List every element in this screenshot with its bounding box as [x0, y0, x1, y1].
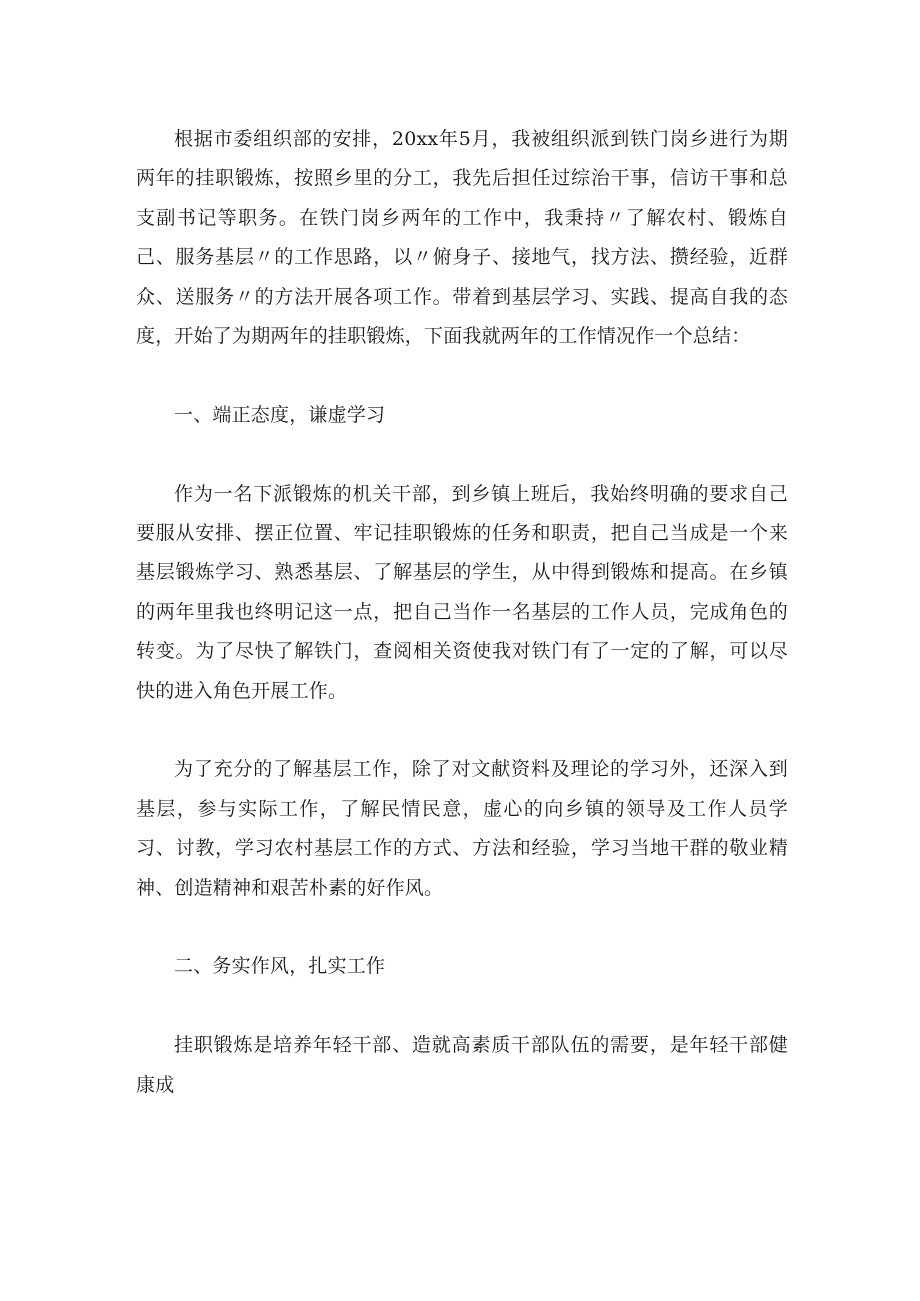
- document-body: [136, 120, 788, 1105]
- paragraph-gap: [136, 356, 788, 395]
- paragraph-gap: [136, 987, 788, 1026]
- paragraph-learning: 为了充分的了解基层工作，除了对文献资料及理论的学习外，还深入到基层，参与实际工作，了解民情民意，虚心的向乡镇的领导及工作人员学习、讨教，学习农村基层工作的方式、方法和经验，学习当地干群的敬业精神、创造精神和艰苦朴素的好作风。: [136, 758, 788, 899]
- section-heading-2: 二、务实作风，扎实工作: [174, 955, 386, 978]
- paragraph-gap: [136, 435, 788, 474]
- section-heading-1: 一、端正态度，谦虚学习: [174, 403, 386, 426]
- paragraph-intro: 根据市委组织部的安排，20xx年5月，我被组织派到铁门岗乡进行为期两年的挂职锻炼，按照乡里的分工，我先后担任过综治干事，信访干事和总支副书记等职务。在铁门岗乡两年的工作中，我秉持〃了解农村、锻炼自己、服务基层〃的工作思路，以〃俯身子、接地气，找方法、攒经验，近群众、送服务〃的方法开展各项工作。带着到基层学习、实践、提高自我的态度，开始了为期两年的挂职锻炼，下面我就两年的工作情况作一个总结：: [136, 128, 788, 348]
- paragraph-practice: 挂职锻炼是培养年轻干部、造就高素质干部队伍的需要，是年轻干部健康成: [136, 1034, 788, 1096]
- paragraph-attitude: 作为一名下派锻炼的机关干部，到乡镇上班后，我始终明确的要求自己要服从安排、摆正位置、牢记挂职锻炼的任务和职责，把自己当成是一个来基层锻炼学习、熟悉基层、了解基层的学生，从中得到锻炼和提高。在乡镇的两年里我也终明记这一点，把自己当作一名基层的工作人员，完成角色的转变。为了尽快了解铁门，查阅相关资使我对铁门有了一定的了解，可以尽快的进入角色开展工作。: [136, 482, 788, 702]
- paragraph-gap: [136, 711, 788, 750]
- paragraph-gap: [136, 908, 788, 947]
